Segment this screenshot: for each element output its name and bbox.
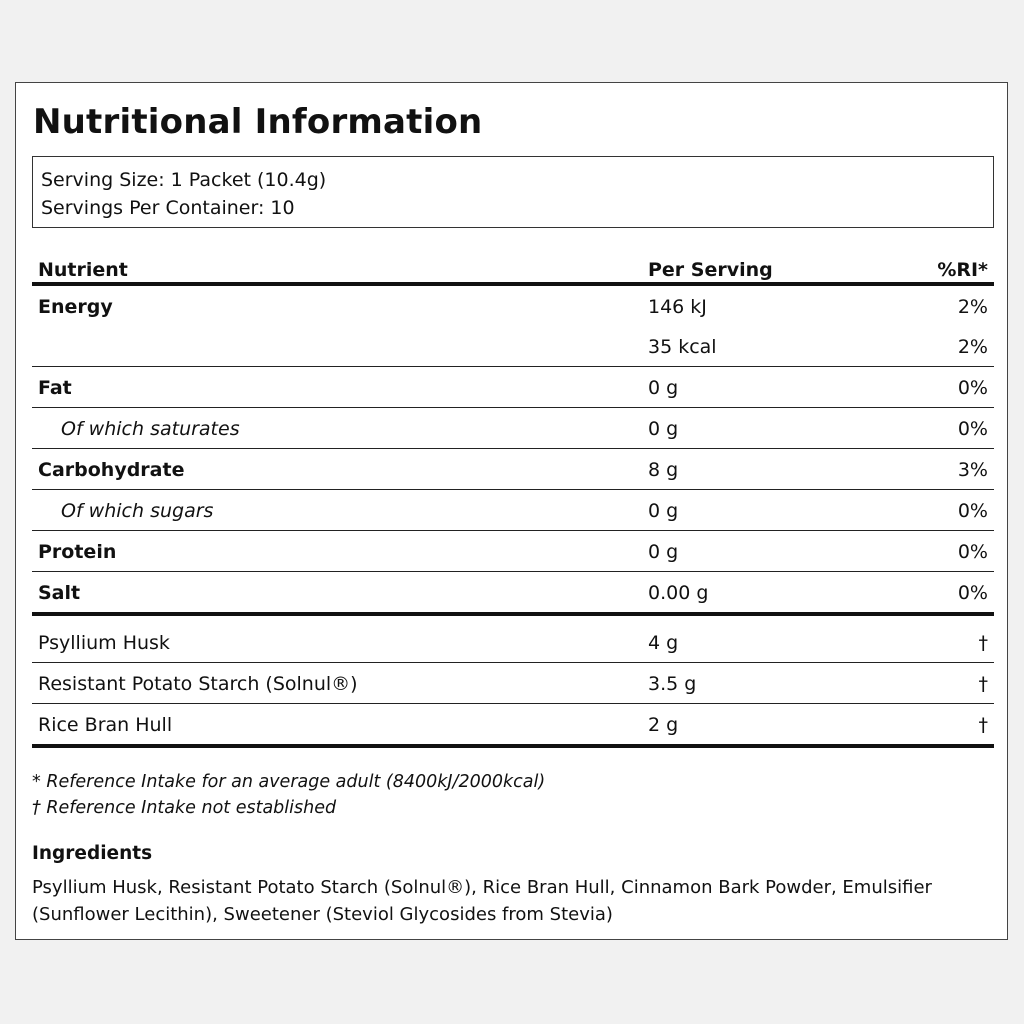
table-row-rice-bran [32,704,994,748]
servings-per-container: Servings Per Container: 10 [41,197,295,219]
table-row-carbohydrate [32,449,994,490]
ri-value: 0% [957,418,988,440]
per-serving-value: 0 g [648,541,679,563]
nutrition-table [32,238,994,748]
table-row-psyllium [32,616,994,663]
nutrient-name: Psyllium Husk [38,632,170,654]
per-serving-value: 3.5 g [648,673,697,695]
ingredients-text: Psyllium Husk, Resistant Potato Starch (Solnul®), Rice Bran Hull, Cinnamon Bark Powder, Emulsifier (Sunflower Lecithin), Sweetener (Steviol Glycosides from Stevia) [32,877,932,925]
per-serving-value: 8 g [648,459,679,481]
nutrient-name: Of which sugars [61,500,214,522]
per-serving-value: 146 kJ [648,296,707,318]
nutrient-name: Fat [38,377,72,399]
nutrient-name: Resistant Potato Starch (Solnul®) [38,673,358,695]
table-row-potato-starch [32,663,994,704]
serving-size: Serving Size: 1 Packet (10.4g) [41,169,327,191]
per-serving-value: 0 g [648,377,679,399]
header-per-serving: Per Serving [648,259,773,281]
header-nutrient: Nutrient [38,259,128,281]
table-header [32,238,994,286]
footnote-ri: * Reference Intake for an average adult (8400kJ/2000kcal) [32,772,546,792]
ri-value: † [978,632,988,654]
per-serving-value: 35 kcal [648,336,717,358]
nutrition-panel [15,82,1008,940]
nutrient-name: Salt [38,582,81,604]
ingredients-title: Ingredients [32,843,153,864]
per-serving-value: 4 g [648,632,679,654]
per-serving-value: 2 g [648,714,679,736]
nutrient-name: Carbohydrate [38,459,185,481]
ri-value: 0% [957,500,988,522]
table-row-protein [32,531,994,572]
table-row-saturates [32,408,994,449]
nutrient-name: Rice Bran Hull [38,714,173,736]
serving-info-box [32,156,994,228]
ri-value: † [978,673,988,695]
ri-value: 2% [957,336,988,358]
per-serving-value: 0.00 g [648,582,709,604]
ri-value: † [978,714,988,736]
per-serving-value: 0 g [648,418,679,440]
nutrient-name: Of which saturates [61,418,240,440]
header-ri: %RI* [937,259,988,281]
table-row-energy [32,286,994,367]
page-title: Nutritional Information [33,102,483,142]
per-serving-value: 0 g [648,500,679,522]
nutrient-name: Protein [38,541,117,563]
table-row-fat [32,367,994,408]
ri-value: 0% [957,582,988,604]
footnote-not-established: † Reference Intake not established [32,798,337,818]
ri-value: 0% [957,541,988,563]
ri-value: 0% [957,377,988,399]
table-row-salt [32,572,994,616]
ri-value: 2% [957,296,988,318]
nutrient-name: Energy [38,296,113,318]
table-row-sugars [32,490,994,531]
ri-value: 3% [957,459,988,481]
